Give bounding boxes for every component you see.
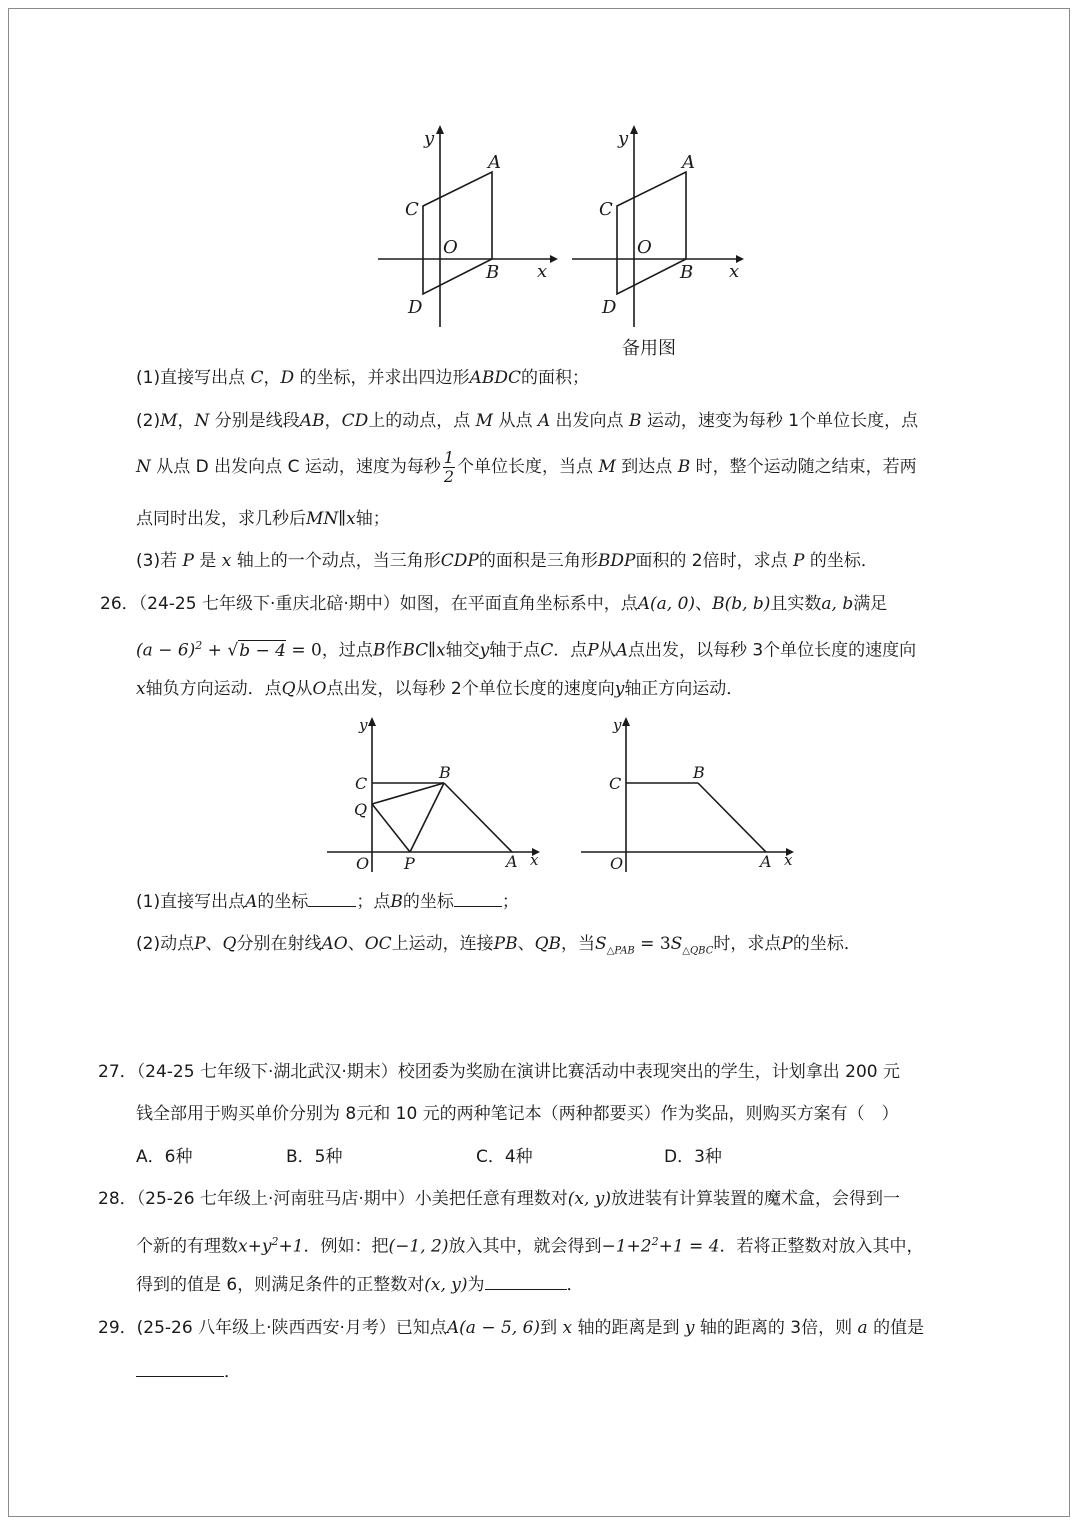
q28-line1: 28．（25-26 七年级上·河南驻马店·期中）小美把任意有理数对(x, y)放进装有计算装置的魔术盒，会得到一 — [98, 1189, 901, 1209]
point-label-o: O — [443, 237, 458, 258]
q28-line2: 个新的有理数$x+y^2+1$．例如：把(−1, 2)放入其中，就会得到$-1+2^2+1 = 4$．若将正整数对放入其中， — [136, 1235, 924, 1257]
point-label-b: B — [693, 763, 705, 782]
axis-label-x: x — [784, 851, 793, 869]
point-label-a: A — [488, 152, 501, 173]
axis-label-y: y — [618, 128, 629, 149]
point-label-b: B — [486, 262, 500, 283]
q27-option-a[interactable]: A．6种 — [136, 1147, 193, 1167]
q25-part2-line3: 点同时出发，求几秒后MN∥x轴； — [136, 509, 390, 529]
q29-line2: ． — [136, 1360, 241, 1384]
axis-label-x: x — [537, 261, 548, 282]
q25-part3: (3)若 P 是 x 轴上的一个动点，当三角形CDP的面积是三角形BDP面积的 2倍时，求点 P 的坐标． — [136, 551, 878, 571]
point-label-b: B — [680, 262, 694, 283]
figure-caption: 备用图 — [622, 338, 676, 359]
axis-label-y: y — [613, 716, 622, 734]
point-label-a: A — [506, 852, 518, 871]
q25-part1: (1)直接写出点 C，D 的坐标，并求出四边形ABDC的面积； — [136, 368, 589, 388]
point-label-q: Q — [354, 800, 368, 819]
figure-parallelogram-right — [566, 122, 756, 332]
q25-part2-line2: N 从点 D 出发向点 C 运动，速度为每秒 $\frac{1}{2}$ 个单位长度，当点 M 到达点 B 时，整个运动随之结束，若两 — [136, 447, 917, 486]
figure-parallelogram-left — [372, 122, 562, 332]
q25-part2-line1: (2)M，N 分别是线段AB，CD上的动点，点 M 从点 A 出发向点 B 运动，速变为每秒 1个单位长度，点 — [136, 411, 919, 431]
q26-part1: (1)直接写出点A的坐标 ；点B的坐标 ； — [136, 892, 519, 912]
axis-label-x: x — [530, 851, 539, 869]
axis-label-y: y — [424, 128, 435, 149]
figure-trapezoid-left — [322, 712, 552, 877]
point-label-o: O — [610, 854, 624, 873]
point-label-a: A — [682, 152, 695, 173]
q27-option-d[interactable]: D．3种 — [664, 1147, 722, 1167]
q26-line3: x轴负方向运动．点Q从O点出发，以每秒 2个单位长度的速度向y轴正方向运动． — [136, 679, 744, 699]
fraction-one-half: $\frac{1}{2}$ — [443, 447, 455, 486]
point-label-c: C — [599, 199, 613, 220]
point-label-d: D — [602, 297, 617, 318]
answer-blank[interactable] — [485, 1274, 567, 1290]
q27-option-b[interactable]: B．5种 — [286, 1147, 343, 1167]
point-label-a: A — [760, 852, 772, 871]
point-label-o: O — [356, 854, 370, 873]
point-label-d: D — [408, 297, 423, 318]
q28-line3: 得到的值是 6，则满足条件的正整数对(x, y)为 ． — [136, 1275, 584, 1295]
figure-trapezoid-right — [576, 712, 806, 877]
q27-line1: 27．（24-25 七年级下·湖北武汉·期末）校团委为奖励在演讲比赛活动中表现突出的学生，计划拿出 200 元 — [98, 1062, 901, 1082]
point-label-b: B — [439, 763, 451, 782]
answer-blank[interactable] — [308, 891, 356, 907]
point-label-p: P — [404, 854, 415, 873]
point-label-c: C — [609, 774, 622, 793]
q27-option-c[interactable]: C．4种 — [476, 1147, 533, 1167]
axis-label-x: x — [729, 261, 740, 282]
point-label-o: O — [637, 237, 652, 258]
point-label-c: C — [355, 774, 368, 793]
answer-blank[interactable] — [454, 891, 502, 907]
q27-line2: 钱全部用于购买单价分别为 8元和 10 元的两种笔记本（两种都要买）作为奖品，则购买方案有（ ） — [136, 1104, 899, 1124]
q26-line2: $(a - 6)^2 + √b - 4 = 0$，过点B作BC∥x轴交y轴于点C．点P从A点出发，以每秒 3个单位长度的速度向 — [136, 639, 917, 661]
answer-blank[interactable] — [136, 1361, 224, 1377]
point-label-c: C — [405, 199, 419, 220]
q26-line1: 26．（24-25 七年级下·重庆北碚·期中）如图，在平面直角坐标系中，点A(a, 0)、B(b, b)且实数a, b满足 — [100, 594, 888, 614]
axis-label-y: y — [359, 716, 368, 734]
q26-part2: (2)动点P、Q分别在射线AO、OC上运动，连接PB、QB，当$S_{\triangle PAB} = 3S_{\triangle QBC}$时，求点P的坐标． — [136, 934, 861, 957]
q29-line1: 29．(25-26 八年级上·陕西西安·月考）已知点A(a − 5, 6)到 x 轴的距离是到 y 轴的距离的 3倍，则 a 的值是 — [98, 1318, 925, 1338]
